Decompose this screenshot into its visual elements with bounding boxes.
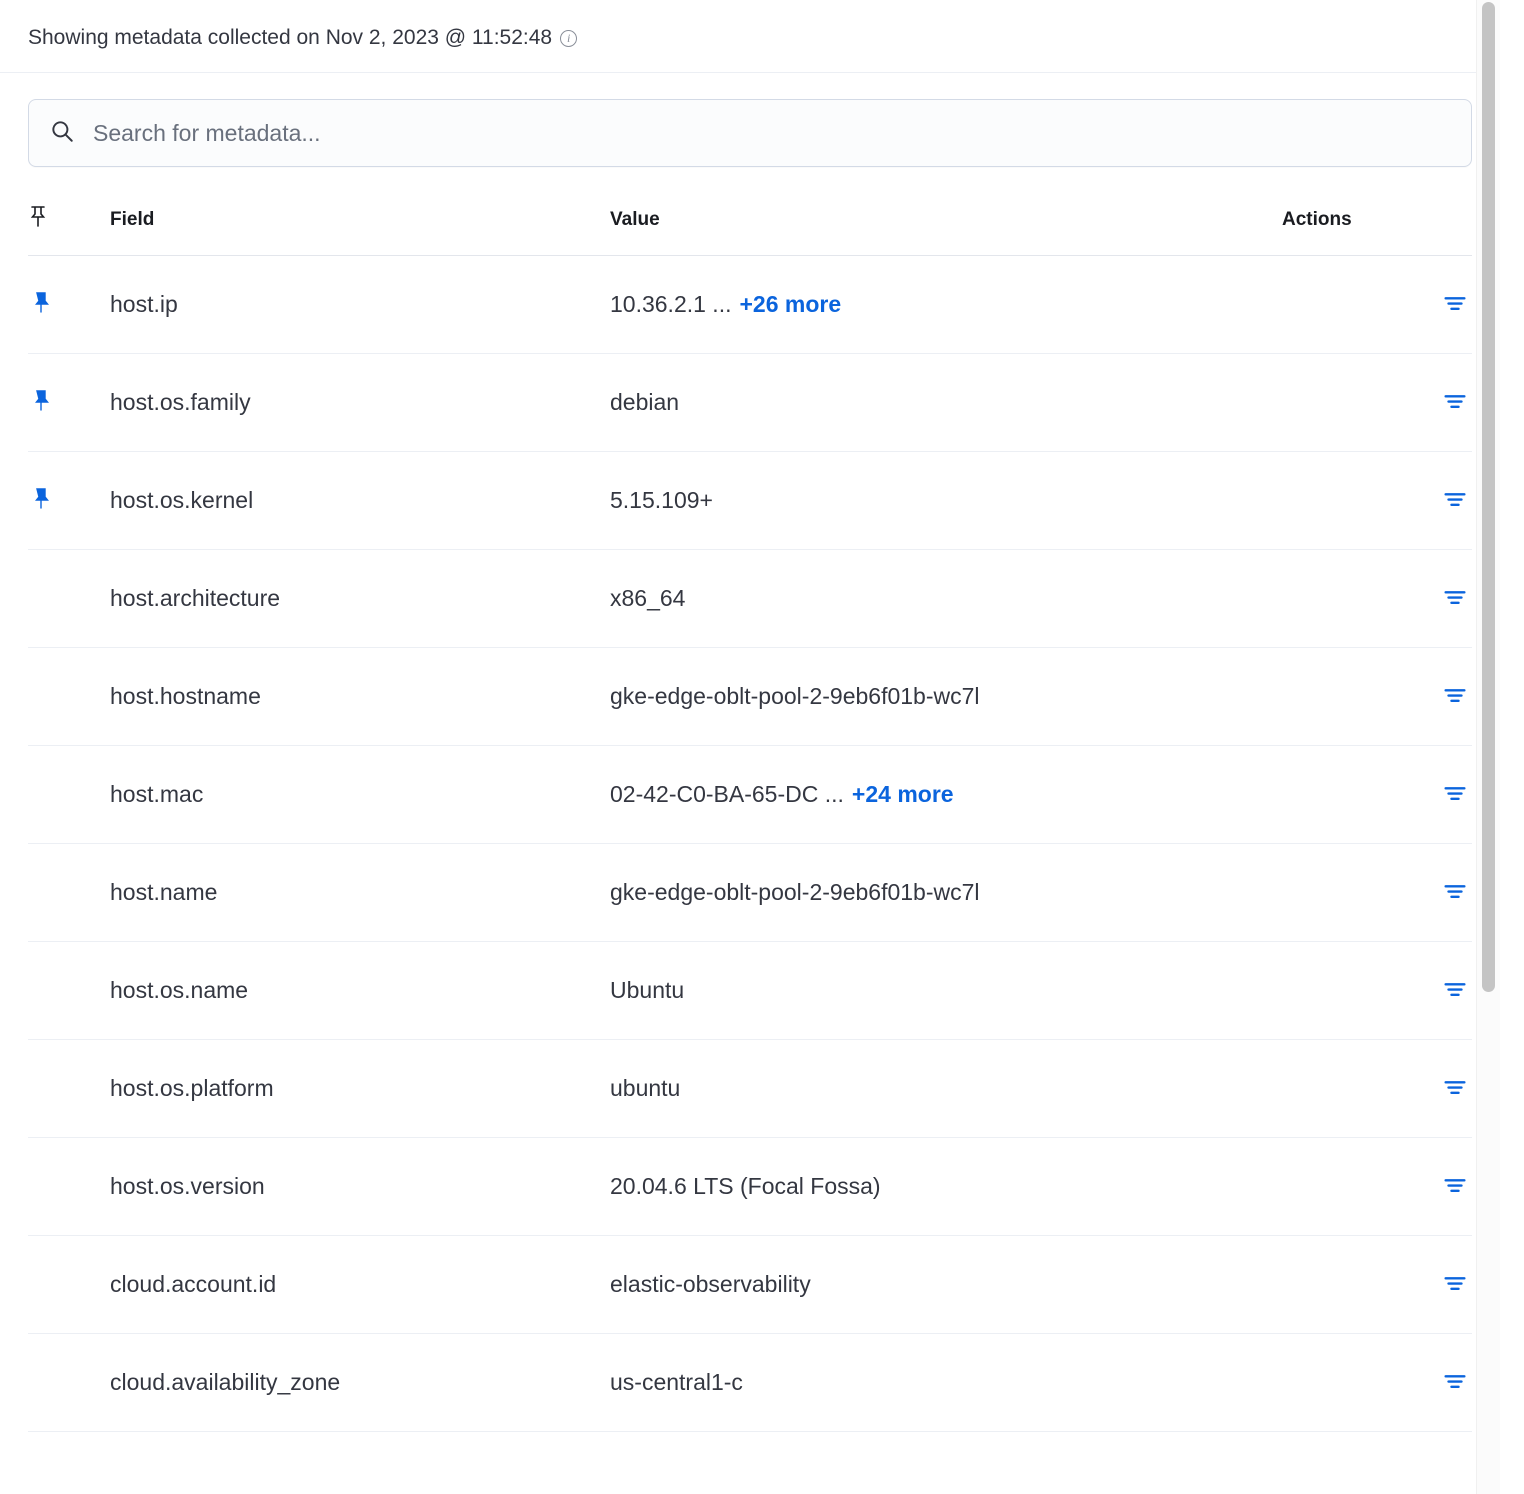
row-value-text: 20.04.6 LTS (Focal Fossa) bbox=[610, 1173, 881, 1199]
table-row bbox=[28, 1138, 1472, 1236]
row-pin-toggle[interactable] bbox=[28, 550, 110, 648]
pin-empty-icon[interactable] bbox=[28, 875, 54, 905]
table-row bbox=[28, 844, 1472, 942]
row-pin-toggle[interactable] bbox=[28, 354, 110, 452]
table-header-row bbox=[28, 189, 1472, 256]
row-value-text: 10.36.2.1 ... bbox=[610, 291, 732, 317]
filter-for-value-icon[interactable] bbox=[1438, 1364, 1472, 1398]
row-field-value bbox=[610, 1138, 1282, 1236]
table-row bbox=[28, 1236, 1472, 1334]
row-value-text: debian bbox=[610, 389, 680, 415]
table-row bbox=[28, 648, 1472, 746]
row-pin-toggle[interactable] bbox=[28, 1040, 110, 1138]
row-field-name: host.architecture bbox=[110, 550, 610, 648]
row-actions bbox=[1282, 256, 1472, 354]
row-actions bbox=[1282, 354, 1472, 452]
row-actions bbox=[1282, 1138, 1472, 1236]
row-value-text: Ubuntu bbox=[610, 977, 685, 1003]
filter-for-value-icon[interactable] bbox=[1438, 384, 1472, 418]
row-pin-toggle[interactable] bbox=[28, 256, 110, 354]
row-actions bbox=[1282, 648, 1472, 746]
search-input[interactable] bbox=[91, 100, 1451, 166]
row-pin-toggle[interactable] bbox=[28, 1334, 110, 1432]
row-actions bbox=[1282, 1040, 1472, 1138]
row-actions bbox=[1282, 1236, 1472, 1334]
table-row bbox=[28, 256, 1472, 354]
row-value-text: gke-edge-oblt-pool-2-9eb6f01b-wc7l bbox=[610, 683, 980, 709]
row-value-text: 5.15.109+ bbox=[610, 487, 713, 513]
row-field-value bbox=[610, 256, 1282, 354]
table-row bbox=[28, 354, 1472, 452]
info-circle-icon[interactable]: i bbox=[560, 30, 577, 47]
row-pin-toggle[interactable] bbox=[28, 452, 110, 550]
row-pin-toggle[interactable] bbox=[28, 746, 110, 844]
row-field-value bbox=[610, 452, 1282, 550]
filter-for-value-icon[interactable] bbox=[1438, 1266, 1472, 1300]
row-actions bbox=[1282, 942, 1472, 1040]
filter-for-value-icon[interactable] bbox=[1438, 1168, 1472, 1202]
filter-for-value-icon[interactable] bbox=[1438, 482, 1472, 516]
pin-empty-icon[interactable] bbox=[28, 679, 54, 709]
search-box[interactable] bbox=[28, 99, 1472, 167]
pin-icon bbox=[28, 213, 48, 234]
pin-empty-icon[interactable] bbox=[28, 581, 54, 611]
row-actions bbox=[1282, 452, 1472, 550]
table-row bbox=[28, 746, 1472, 844]
pin-empty-icon[interactable] bbox=[28, 1169, 54, 1199]
metadata-collected-text: Showing metadata collected on Nov 2, 2023 @ 11:52:48 bbox=[28, 26, 553, 49]
row-more-values-link[interactable]: +24 more bbox=[851, 781, 954, 807]
row-field-value bbox=[610, 942, 1282, 1040]
row-field-value bbox=[610, 746, 1282, 844]
row-field-name: host.os.family bbox=[110, 354, 610, 452]
table-row bbox=[28, 1040, 1472, 1138]
filter-for-value-icon[interactable] bbox=[1438, 580, 1472, 614]
filter-for-value-icon[interactable] bbox=[1438, 678, 1472, 712]
filter-for-value-icon[interactable] bbox=[1438, 874, 1472, 908]
metadata-collected-note bbox=[0, 0, 1500, 73]
search-icon bbox=[49, 118, 75, 149]
pin-filled-icon[interactable] bbox=[28, 484, 54, 514]
row-field-value bbox=[610, 1236, 1282, 1334]
row-pin-toggle[interactable] bbox=[28, 844, 110, 942]
row-field-name: host.os.kernel bbox=[110, 452, 610, 550]
column-header-actions: Actions bbox=[1282, 189, 1472, 256]
row-field-name: host.hostname bbox=[110, 648, 610, 746]
row-field-name: cloud.account.id bbox=[110, 1236, 610, 1334]
row-field-name: host.os.version bbox=[110, 1138, 610, 1236]
column-header-pin bbox=[28, 189, 110, 256]
row-actions bbox=[1282, 844, 1472, 942]
metadata-table bbox=[28, 189, 1472, 1432]
table-body bbox=[28, 256, 1472, 1432]
table-header bbox=[28, 189, 1472, 256]
scrollbar-thumb[interactable] bbox=[1482, 2, 1495, 992]
table-row bbox=[28, 452, 1472, 550]
search-section bbox=[0, 73, 1500, 189]
row-field-value bbox=[610, 354, 1282, 452]
filter-for-value-icon[interactable] bbox=[1438, 286, 1472, 320]
row-pin-toggle[interactable] bbox=[28, 1138, 110, 1236]
row-field-value bbox=[610, 550, 1282, 648]
pin-empty-icon[interactable] bbox=[28, 1071, 54, 1101]
row-more-values-link[interactable]: +26 more bbox=[739, 291, 842, 317]
filter-for-value-icon[interactable] bbox=[1438, 972, 1472, 1006]
row-field-name: cloud.availability_zone bbox=[110, 1334, 610, 1432]
row-value-text: us-central1-c bbox=[610, 1369, 743, 1395]
row-actions bbox=[1282, 746, 1472, 844]
row-actions bbox=[1282, 550, 1472, 648]
table-row bbox=[28, 550, 1472, 648]
filter-for-value-icon[interactable] bbox=[1438, 776, 1472, 810]
row-field-name: host.name bbox=[110, 844, 610, 942]
row-value-text: gke-edge-oblt-pool-2-9eb6f01b-wc7l bbox=[610, 879, 980, 905]
column-header-field: Field bbox=[110, 189, 610, 256]
pin-empty-icon[interactable] bbox=[28, 1267, 54, 1297]
row-value-text: 02-42-C0-BA-65-DC ... bbox=[610, 781, 844, 807]
pin-filled-icon[interactable] bbox=[28, 288, 54, 318]
pin-empty-icon[interactable] bbox=[28, 973, 54, 1003]
row-pin-toggle[interactable] bbox=[28, 942, 110, 1040]
scrollbar-track[interactable] bbox=[1476, 0, 1500, 1494]
row-field-name: host.os.platform bbox=[110, 1040, 610, 1138]
row-value-text: ubuntu bbox=[610, 1075, 681, 1101]
row-field-name: host.os.name bbox=[110, 942, 610, 1040]
row-pin-toggle[interactable] bbox=[28, 1236, 110, 1334]
table-row bbox=[28, 942, 1472, 1040]
row-field-value bbox=[610, 1334, 1282, 1432]
pin-filled-icon[interactable] bbox=[28, 386, 54, 416]
row-actions bbox=[1282, 1334, 1472, 1432]
row-value-text: elastic-observability bbox=[610, 1271, 811, 1297]
column-header-value: Value bbox=[610, 189, 1282, 256]
row-value-text: x86_64 bbox=[610, 585, 686, 611]
row-field-name: host.ip bbox=[110, 256, 610, 354]
table-row bbox=[28, 1334, 1472, 1432]
row-field-name: host.mac bbox=[110, 746, 610, 844]
pin-empty-icon[interactable] bbox=[28, 777, 54, 807]
row-field-value bbox=[610, 844, 1282, 942]
row-pin-toggle[interactable] bbox=[28, 648, 110, 746]
row-field-value bbox=[610, 648, 1282, 746]
row-field-value bbox=[610, 1040, 1282, 1138]
filter-for-value-icon[interactable] bbox=[1438, 1070, 1472, 1104]
pin-empty-icon[interactable] bbox=[28, 1365, 54, 1395]
